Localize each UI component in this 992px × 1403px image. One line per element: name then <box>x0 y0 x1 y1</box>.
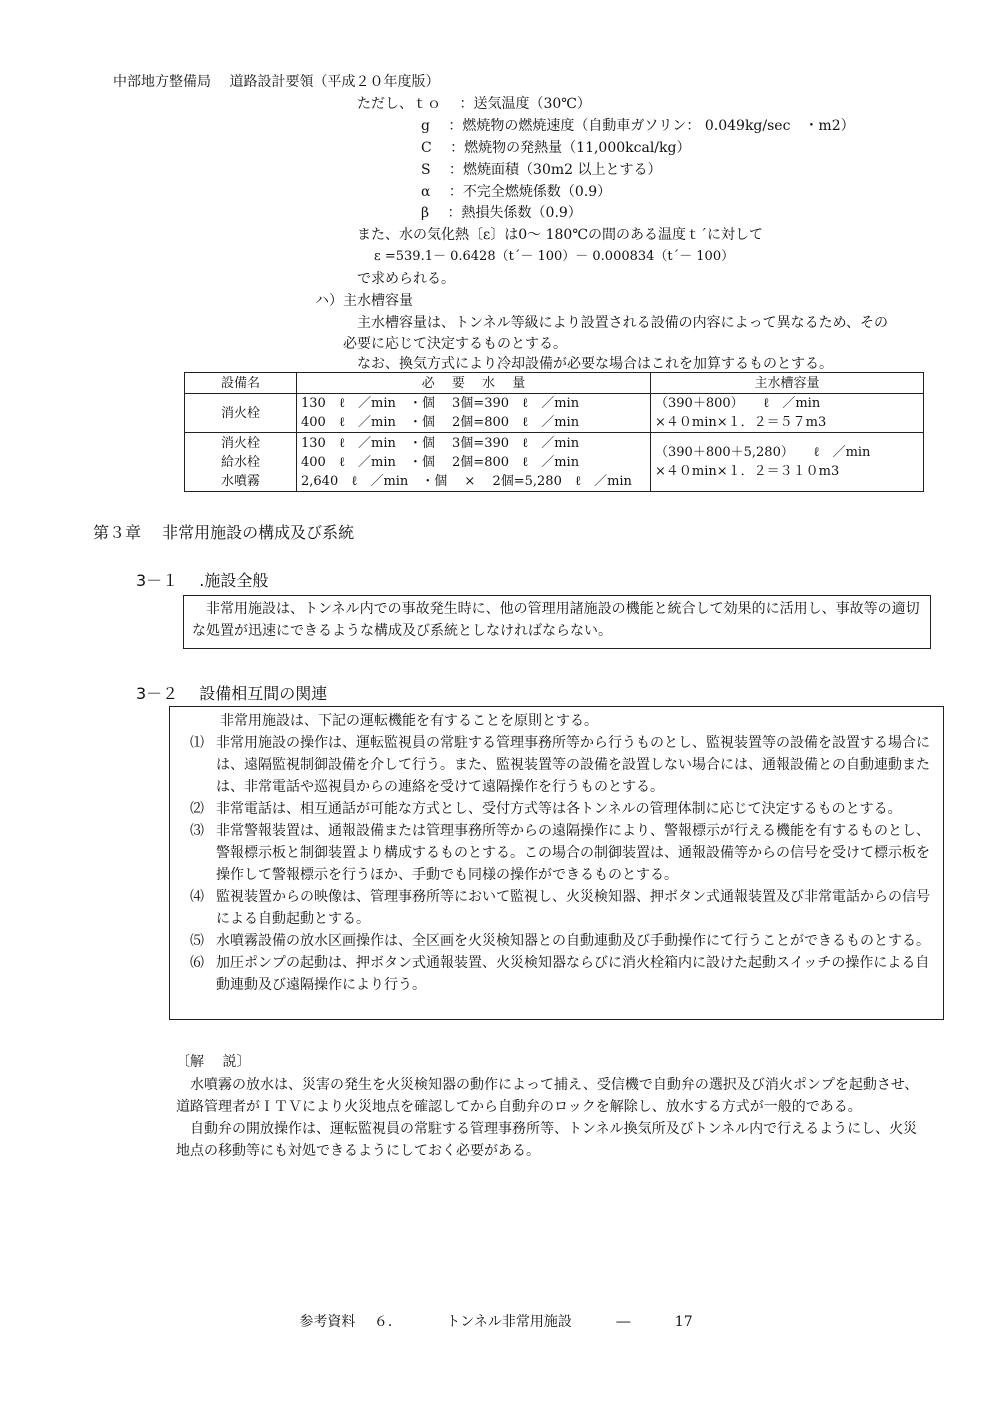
row-required-line: 130 ℓ ／min ・個 3個=390 ℓ ／min <box>301 396 580 411</box>
list-item: ⑸ 水噴霧設備の放水区画操作は、全区画を火災検知器との自動連動及び手動操作にて行うことができるものとする。 <box>190 933 930 949</box>
header-equipment: 設備名 <box>185 373 297 394</box>
list-item: ⑴ 非常用施設の操作は、運転監視員の常駐する管理事務所等から行うものとし、監視装置等の設備を設置する場合には、遠隔監視制御設備を介して行う。また、監視装置等の設備を設置しない場合には、通報設備との自動連動または、非常電話や巡視員からの連絡を受けて遠隔操作を行うものとする。 <box>190 735 930 795</box>
commentary-paragraph: 自動弁の開放操作は、運転監視員の常駐する管理事務所等、トンネル換気所及びトンネル内で行えるようにし、火災地点の移動等にも対処できるようにしておく必要がある。 <box>176 1121 918 1159</box>
list-item: ⑷ 監視装置からの映像は、管理事務所等において監視し、火災検知器、押ボタン式通報装置及び非常電話からの信号による自動起動とする。 <box>190 889 930 927</box>
row-equipment-name: 消火栓 <box>220 435 260 451</box>
page-header: 中部地方整備局 道路設計要領（平成２０年度版） <box>113 74 440 90</box>
row-required-line: 130 ℓ ／min ・個 3個=390 ℓ ／min <box>301 435 580 451</box>
table-row <box>185 433 924 492</box>
section-3-2-title: 3－２ 設備相互間の関連 <box>136 684 328 703</box>
row-capacity-line: （390＋800） ℓ ／min <box>655 396 821 411</box>
formula-vaporization: また、水の気化熱〔ε〕は0～ 180℃の間のある温度ｔ´に対して <box>357 227 763 243</box>
row-required-line: 2,640 ℓ ／min ・個 × 2個=5,280 ℓ ／min <box>301 473 632 489</box>
section-3-1-body: 非常用施設は、トンネル内での事故発生時に、他の管理用諸施設の機能と統合して効果的に活用し、事故等の適切な処置が迅速にできるような構成及び系統としなければならない。 <box>192 601 920 639</box>
row-equipment-name: 水噴霧 <box>220 473 260 489</box>
section-3-2-box <box>169 706 944 1020</box>
row-equipment-name: 消火栓 <box>220 405 260 421</box>
footer-dash: ― <box>616 1314 631 1330</box>
row-capacity-line: ×４０min×１．２＝３１０m3 <box>655 464 840 479</box>
row-required-line: 400 ℓ ／min ・個 2個=800 ℓ ／min <box>301 415 580 430</box>
list-item: ⑵ 非常電話は、相互通話が可能な方式とし、受付方式等は各トンネルの管理体制に応じて決定するものとする。 <box>190 801 902 817</box>
formula-note: で求められる。 <box>357 271 455 287</box>
formula-c: C ：燃焼物の発熱量（11,000kcal/kg） <box>421 140 691 156</box>
formula-to: ただし、ｔｏ ：送気温度（30℃） <box>357 96 591 112</box>
commentary-body <box>176 1074 928 1162</box>
row-capacity-line: ×４０min×１．２＝５７m3 <box>655 415 827 430</box>
footer-title: トンネル非常用施設 <box>446 1314 572 1330</box>
footer-reference: 参考資料 ６． <box>299 1314 402 1330</box>
row-capacity-line: （390＋800＋5,280） ℓ ／min <box>655 445 871 460</box>
section-3-1-title: 3－１ .施設全般 <box>136 571 269 590</box>
table-header-row <box>185 373 924 394</box>
header-required-volume: 必 要 水 量 <box>297 373 651 394</box>
formula-g: g ：燃焼物の燃焼速度（自動車ガソリン： 0.049kg/sec ・m2） <box>421 118 855 134</box>
page-number: 17 <box>674 1314 693 1330</box>
list-item: ⑹ 加圧ポンプの起動は、押ボタン式通報装置、火災検知器ならびに消火栓箱内に設けた起動スイッチの操作による自動連動及び遠隔操作により行う。 <box>190 955 930 993</box>
page-footer <box>0 1311 992 1331</box>
section-3-2-intro: 非常用施設は、下記の運転機能を有することを原則とする。 <box>220 713 598 729</box>
tank-paragraph-2: なお、換気方式により冷却設備が必要な場合はこれを加算するものとする。 <box>357 356 833 372</box>
formula-epsilon: ε =539.1－ 0.6428（t´－ 100）－ 0.000834（t´－ 100） <box>374 249 735 264</box>
header-tank-capacity: 主水槽容量 <box>651 373 924 394</box>
formula-beta: β ：熱損失係数（0.9） <box>421 205 582 221</box>
formula-alpha: α ：不完全燃焼係数（0.9） <box>421 184 612 200</box>
chapter-title: 第３章 非常用施設の構成及び系統 <box>93 523 355 542</box>
tank-paragraph-1b: 必要に応じて決定するものとする。 <box>343 336 567 352</box>
list-item: ⑶ 非常警報装置は、通報設備または管理事務所等からの遠隔操作により、警報標示が行える機能を有するものとし、警報標示板と制御装置より構成するものとする。この場合の制御装置は、通報設備等からの信号を受けて標示板を操作して警報標示を行うほか、手動でも同様の操作ができるものとする。 <box>190 823 930 883</box>
commentary-title: 〔解 説〕 <box>176 1054 251 1070</box>
row-equipment-name: 給水栓 <box>220 454 260 470</box>
commentary-paragraph: 水噴霧の放水は、災害の発生を火災検知器の動作によって捕え、受信機で自動弁の選択及び消火ポンプを起動させ、道路管理者がＩＴＶにより火災地点を確認してから自動弁のロックを解除し、放水する方式が一般的である。 <box>176 1077 919 1115</box>
tank-paragraph-1: 主水槽容量は、トンネル等級により設置される設備の内容によって異なるため、その <box>357 315 889 331</box>
table-row <box>185 394 924 433</box>
tank-heading: ハ）主水槽容量 <box>315 293 413 309</box>
formula-s: S ：燃焼面積（30m2 以上とする） <box>421 162 662 178</box>
row-required-line: 400 ℓ ／min ・個 2個=800 ℓ ／min <box>301 454 580 470</box>
section-3-1-box <box>183 595 931 649</box>
water-volume-table <box>184 372 924 492</box>
